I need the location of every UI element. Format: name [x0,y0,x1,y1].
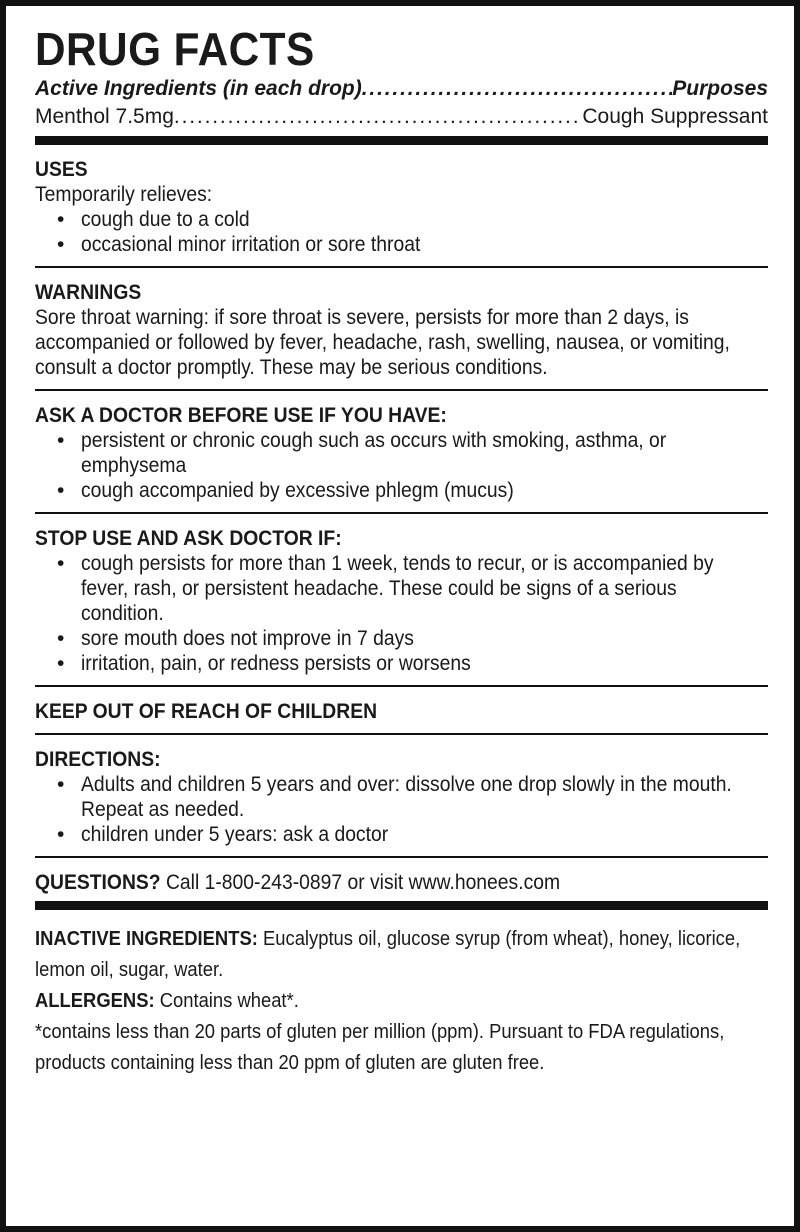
list-item: • cough due to a cold [57,207,768,232]
inactive-section [35,910,768,1088]
stop-use-heading: STOP USE AND ASK DOCTOR IF: [35,527,342,550]
inactive-ingredients [35,924,763,986]
warnings-heading: WARNINGS [35,281,142,304]
list-item: • occasional minor irritation or sore throat [57,232,768,257]
ingredient-name: Menthol 7.5mg [35,105,174,128]
warnings-text: Sore throat warning: if sore throat is severe, persists for more than 2 days, is accompanied or followed by fever, headache, rash, swelling, nausea, or vomiting, consult a doctor promptly. These may be serious conditions. [35,306,730,379]
questions-label: QUESTIONS? [35,871,161,894]
keep-out-section [35,687,768,733]
list-item: • irritation, pain, or redness persists or worsens [57,651,768,676]
directions-heading: DIRECTIONS: [35,748,161,771]
uses-intro: Temporarily relieves: [35,183,213,206]
list-item: • Adults and children 5 years and over: dissolve one drop slowly in the mouth. Repeat as needed. [57,772,768,822]
questions-text: Call 1-800-243-0897 or visit www.honees.com [160,871,561,894]
questions-section [35,858,768,901]
list-item: • children under 5 years: ask a doctor [57,822,768,847]
warnings-section [35,268,768,389]
leader-dots [362,76,673,102]
uses-heading: USES [35,158,88,181]
allergens-text: Contains wheat*. [154,990,299,1012]
active-ingredients-heading: Active Ingredients (in each drop) [35,77,362,100]
keep-out-heading: KEEP OUT OF REACH OF CHILDREN [35,700,378,723]
list-item: • cough persists for more than 1 week, tends to recur, or is accompanied by fever, rash, or persistent headache. These could be signs of a serious condition. [57,551,768,626]
allergens [35,986,763,1017]
list-item: • sore mouth does not improve in 7 days [57,626,768,651]
ask-doctor-heading: ASK A DOCTOR BEFORE USE IF YOU HAVE: [35,404,447,427]
active-ingredients-header [35,76,768,102]
thick-divider [35,136,768,145]
purposes-heading: Purposes [672,77,768,100]
uses-list [35,207,768,257]
active-ingredient-row [35,104,768,130]
list-item: • cough accompanied by excessive phlegm (mucus) [57,478,768,503]
ask-doctor-list [35,428,768,503]
thick-divider [35,901,768,910]
ask-doctor-section [35,391,768,512]
uses-section [35,145,768,266]
stop-use-list [35,551,768,676]
allergens-label: ALLERGENS: [35,990,155,1012]
directions-section [35,735,768,856]
label-title: DRUG FACTS [35,23,315,75]
list-item: • persistent or chronic cough such as occurs with smoking, asthma, or emphysema [57,428,768,478]
inactive-text: Eucalyptus oil, glucose syrup (from wheat), honey, licorice, lemon oil, sugar, water. [35,928,741,981]
directions-list [35,772,768,847]
gluten-footnote: *contains less than 20 parts of gluten per million (ppm). Pursuant to FDA regulations, products containing less than 20 ppm of gluten are gluten free. [35,1021,725,1074]
leader-dots [174,104,582,130]
questions-line [35,870,763,895]
inactive-label: INACTIVE INGREDIENTS: [35,928,258,950]
stop-use-section [35,514,768,685]
ingredient-purpose: Cough Suppressant [582,105,768,128]
